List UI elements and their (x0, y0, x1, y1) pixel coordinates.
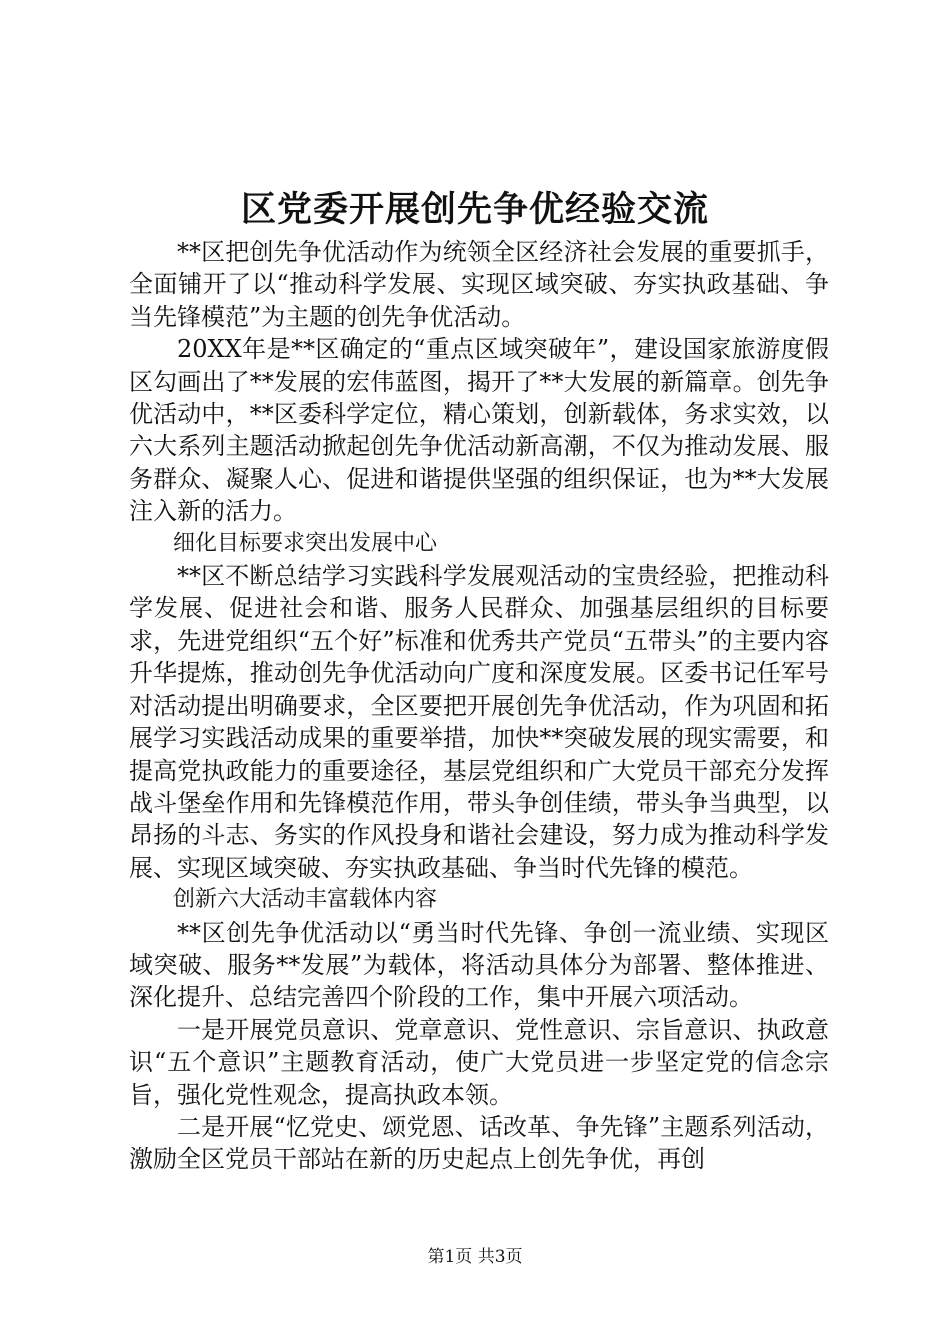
section-heading-activities: 创新六大活动丰富载体内容 (173, 887, 438, 913)
paragraph-goals: **区不断总结学习实践科学发展观活动的宝贵经验，把推动科学发展、促进社会和谐、服务人民群众、加强基层组织的目标要求，先进党组织“五个好”标准和优秀共产党员“五带头”的主要内容升华提炼，推动创先争优活动向广度和深度发展。区委书记任军号对活动提出明确要求，全区要把开展创先争优活动，作为巩固和拓展学习实践活动成果的重要举措，加快**突破发展的现实需要，和提高党执政能力的重要途径，基层党组织和广大党员干部充分发挥战斗堡垒作用和先锋模范作用，带头争创佳绩，带头争当典型，以昂扬的斗志、务实的作风投身和谐社会建设，努力成为推动科学发展、实现区域突破、夯实执政基础、争当时代先锋的模范。 (129, 562, 829, 882)
document-body (129, 236, 829, 1176)
paragraph-activity-two: 二是开展“忆党史、颂党恩、话改革、争先锋”主题系列活动，激励全区党员干部站在新的历史起点上创先争优，再创 (129, 1112, 829, 1174)
paragraph-activities: **区创先争优活动以“勇当时代先锋、争创一流业绩、实现区域突破、服务**发展”为载体，将活动具体分为部署、整体推进、深化提升、总结完善四个阶段的工作，集中开展六项活动。 (129, 918, 829, 1012)
paragraph-intro: **区把创先争优活动作为统领全区经济社会发展的重要抓手，全面铺开了以“推动科学发展、实现区域突破、夯实执政基础、争当先锋模范”为主题的创先争优活动。 (129, 238, 829, 331)
paragraph-background: 20XX年是**区确定的“重点区域突破年”，建设国家旅游度假区勾画出了**发展的宏伟蓝图，揭开了**大发展的新篇章。创先争优活动中，**区委科学定位，精心策划，创新载体，务求实效，以六大系列主题活动掀起创先争优活动新高潮，不仅为推动发展、服务群众、凝聚人心、促进和谐提供坚强的组织保证，也为**大发展注入新的活力。 (129, 335, 829, 526)
paragraph-activity-one: 一是开展党员意识、党章意识、党性意识、宗旨意识、执政意识“五个意识”主题教育活动，使广大党员进一步坚定党的信念宗旨，强化党性观念，提高执政本领。 (129, 1015, 829, 1109)
page-number-footer: 第1页 共3页 (427, 1247, 523, 1267)
section-heading-goals: 细化目标要求突出发展中心 (173, 530, 438, 556)
document-title: 区党委开展创先争优经验交流 (240, 189, 709, 230)
